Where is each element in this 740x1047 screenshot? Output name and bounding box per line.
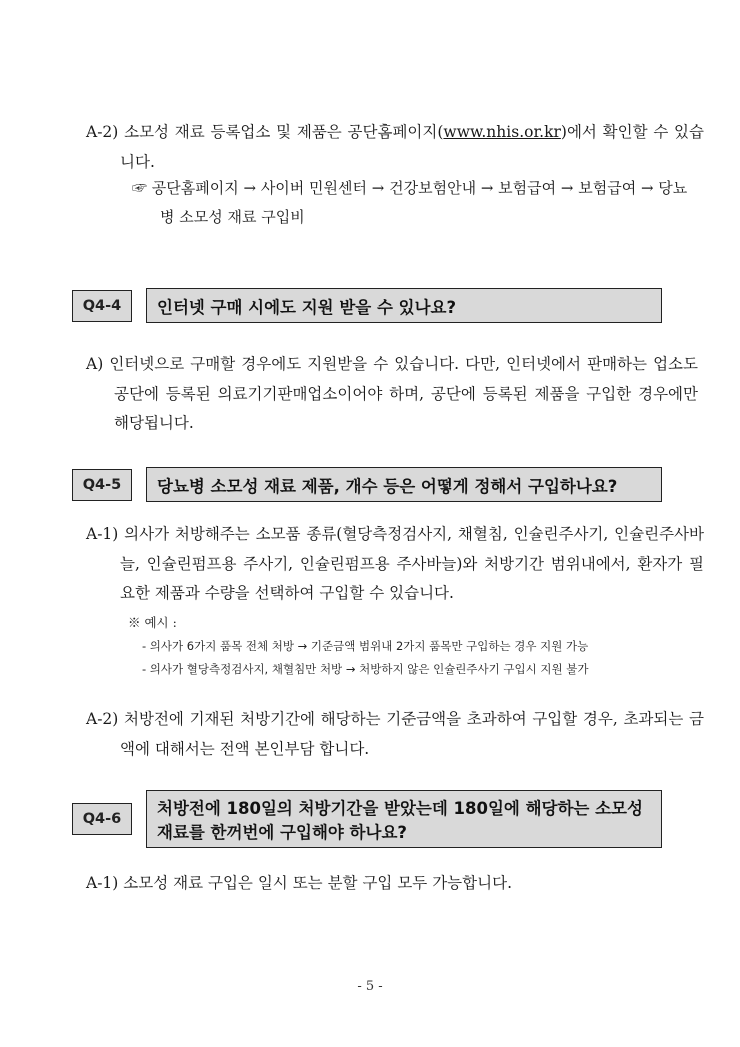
question-title-q4-5-text: 당뇨병 소모성 재료 제품, 개수 등은 어떻게 정해서 구입하나요? [157, 476, 618, 496]
question-title-q4-4-text: 인터넷 구매 시에도 지원 받을 수 있나요? [157, 297, 457, 317]
nhis-website-link[interactable]: www.nhis.or.kr [443, 123, 561, 141]
example-item: - 의사가 6가지 품목 전체 처방 → 기준금액 범위내 2가지 품목만 구입하는 경우 지원 가능 [142, 639, 589, 653]
example-item: - 의사가 혈당측정검사지, 채혈침만 처방 → 처방하지 않은 인슐린주사기 구입시 지원 불가 [142, 662, 589, 676]
question-title-q4-6 [146, 790, 662, 848]
page-number: - 5 - [357, 979, 383, 994]
a2-registration-answer [86, 118, 704, 177]
answer-q4-6: A-1) 소모성 재료 구입은 일시 또는 분할 구입 모두 가능합니다. [86, 874, 512, 892]
question-title-q4-6-line2: 재료를 한꺼번에 구입해야 하나요? [157, 823, 407, 842]
website-navigation-path: ☞ 공단홈페이지 → 사이버 민원센터 → 건강보험안내 → 보험급여 → 보험급여 → 당뇨병 소모성 재료 구입비 [132, 179, 688, 226]
answer-q4-5-a1: A-1) 의사가 처방해주는 소모품 종류(혈당측정검사지, 채혈침, 인슐린주사기, 인슐린주사바늘, 인슐린펌프용 주사기, 인슐린펌프용 주사바늘)와 처방기간 범위내에서, 환자가 필요한 제품과 수량을 선택하여 구입할 수 있습니다. [86, 525, 704, 602]
a2-prefix: A-2) 소모성 재료 등록업소 및 제품은 공단홈페이지( [86, 123, 444, 141]
question-title-q4-4 [146, 288, 662, 323]
a2-suffix: )에서 확인할 수 있습니다. [120, 123, 704, 171]
question-title-q4-5 [146, 467, 662, 502]
answer-q4-5-a2: A-2) 처방전에 기재된 처방기간에 해당하는 기준금액을 초과하여 구입할 경우, 초과되는 금액에 대해서는 전액 본인부담 합니다. [86, 710, 704, 758]
question-label-q4-6: Q4-6 [72, 803, 132, 835]
question-label-q4-5: Q4-5 [72, 469, 132, 501]
example-heading: ※ 예시 : [128, 615, 177, 630]
question-title-q4-6-line1: 처방전에 180일의 처방기간을 받았는데 180일에 해당하는 소모성 [157, 799, 643, 818]
question-label-q4-4: Q4-4 [72, 290, 132, 322]
answer-q4-4: A) 인터넷으로 구매할 경우에도 지원받을 수 있습니다. 다만, 인터넷에서 판매하는 업소도 공단에 등록된 의료기기판매업소이어야 하며, 공단에 등록된 제품을 구입한 경우에만 해당됩니다. [86, 355, 698, 432]
